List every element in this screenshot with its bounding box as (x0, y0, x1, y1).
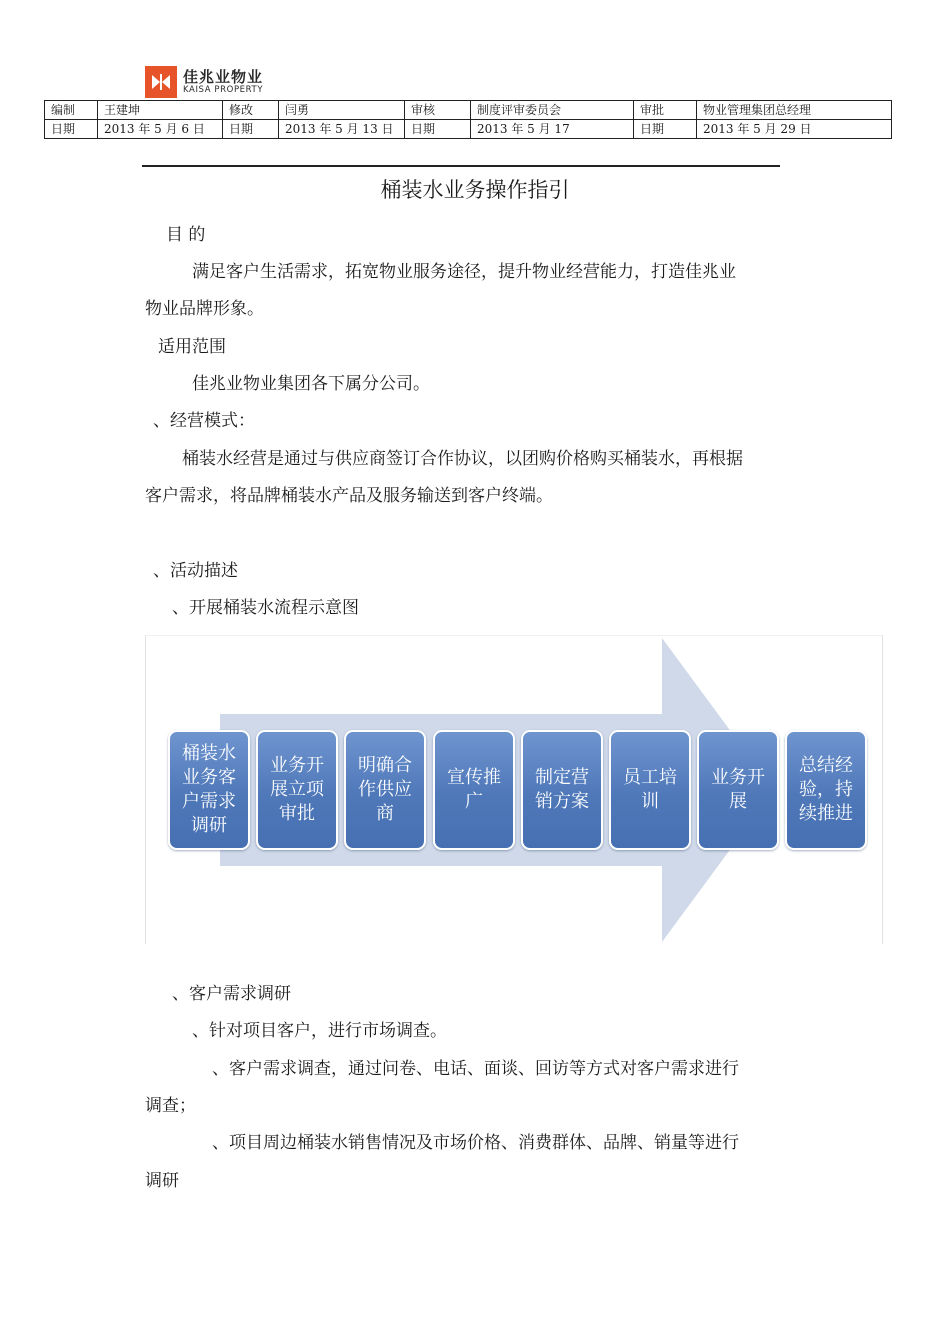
research-item-1: 、针对项目客户，进行市场调查。 (192, 1021, 447, 1041)
flow-step-label: 桶装水业务客户需求调研 (182, 743, 236, 836)
table-cell: 2013 年 5 月 13 日 (279, 120, 405, 139)
table-cell: 修改 (223, 101, 279, 120)
flow-step-3 (344, 730, 426, 850)
flow-diagram (145, 635, 883, 944)
kaisa-logo-mark-icon (145, 66, 177, 98)
flow-step-8 (785, 730, 867, 850)
logo-name-en: KAISA PROPERTY (183, 85, 264, 95)
mode-text-line-1: 桶装水经营是通过与供应商签订合作协议，以团购价格购买桶装水，再根据 (182, 449, 743, 469)
company-logo (145, 66, 276, 98)
table-cell: 日期 (634, 120, 697, 139)
table-cell: 制度评审委员会 (471, 101, 634, 120)
flow-heading: 、开展桶装水流程示意图 (172, 598, 359, 618)
purpose-text-line-1: 满足客户生活需求，拓宽物业服务途径，提升物业经营能力，打造佳兆业 (192, 262, 736, 282)
table-cell: 审核 (405, 101, 471, 120)
research-heading: 、客户需求调研 (172, 984, 291, 1004)
approval-table (44, 100, 892, 139)
research-item-3-line-2: 调研 (145, 1171, 179, 1191)
research-item-3-line-1: 、项目周边桶装水销售情况及市场价格、消费群体、品牌、销量等进行 (212, 1133, 739, 1153)
flow-step-label: 明确合作供应商 (358, 755, 412, 824)
flow-step-1 (168, 730, 250, 850)
scope-text: 佳兆业物业集团各下属分公司。 (192, 374, 430, 394)
flow-step-5 (521, 730, 603, 850)
table-cell: 日期 (45, 120, 98, 139)
research-item-2-line-1: 、客户需求调查，通过问卷、电话、面谈、回访等方式对客户需求进行 (212, 1059, 739, 1079)
flow-step-label: 总结经验，持续推进 (799, 755, 853, 824)
logo-name-cn: 佳兆业物业 (183, 68, 264, 86)
table-row (45, 120, 892, 139)
research-item-2-line-2: 调查； (145, 1096, 196, 1116)
table-cell: 编制 (45, 101, 98, 120)
activity-heading: 、活动描述 (153, 561, 238, 581)
flow-step-label: 宣传推广 (447, 767, 501, 812)
mode-heading: 、经营模式： (153, 411, 255, 431)
scope-heading: 适用范围 (158, 337, 226, 357)
table-cell: 审批 (634, 101, 697, 120)
title-divider (142, 165, 780, 167)
table-cell: 王建坤 (98, 101, 223, 120)
table-cell: 日期 (223, 120, 279, 139)
flow-step-7 (697, 730, 779, 850)
purpose-text-line-2: 物业品牌形象。 (145, 299, 264, 319)
table-cell: 2013 年 5 月 17 (471, 120, 634, 139)
flow-step-2 (256, 730, 338, 850)
flow-step-label: 制定营销方案 (535, 767, 589, 812)
flow-step-label: 业务开展 (711, 767, 765, 812)
mode-text-line-2: 客户需求，将品牌桶装水产品及服务输送到客户终端。 (145, 486, 553, 506)
table-row (45, 101, 892, 120)
table-cell: 日期 (405, 120, 471, 139)
purpose-heading: 目 的 (166, 225, 206, 245)
table-cell: 闫勇 (279, 101, 405, 120)
table-cell: 2013 年 5 月 29 日 (697, 120, 892, 139)
flow-step-6 (609, 730, 691, 850)
flow-step-label: 员工培训 (623, 767, 677, 812)
flow-step-4 (433, 730, 515, 850)
flow-step-label: 业务开展立项审批 (270, 755, 324, 824)
page-title: 桶装水业务操作指引 (380, 178, 570, 202)
table-cell: 2013 年 5 月 6 日 (98, 120, 223, 139)
table-cell: 物业管理集团总经理 (697, 101, 892, 120)
